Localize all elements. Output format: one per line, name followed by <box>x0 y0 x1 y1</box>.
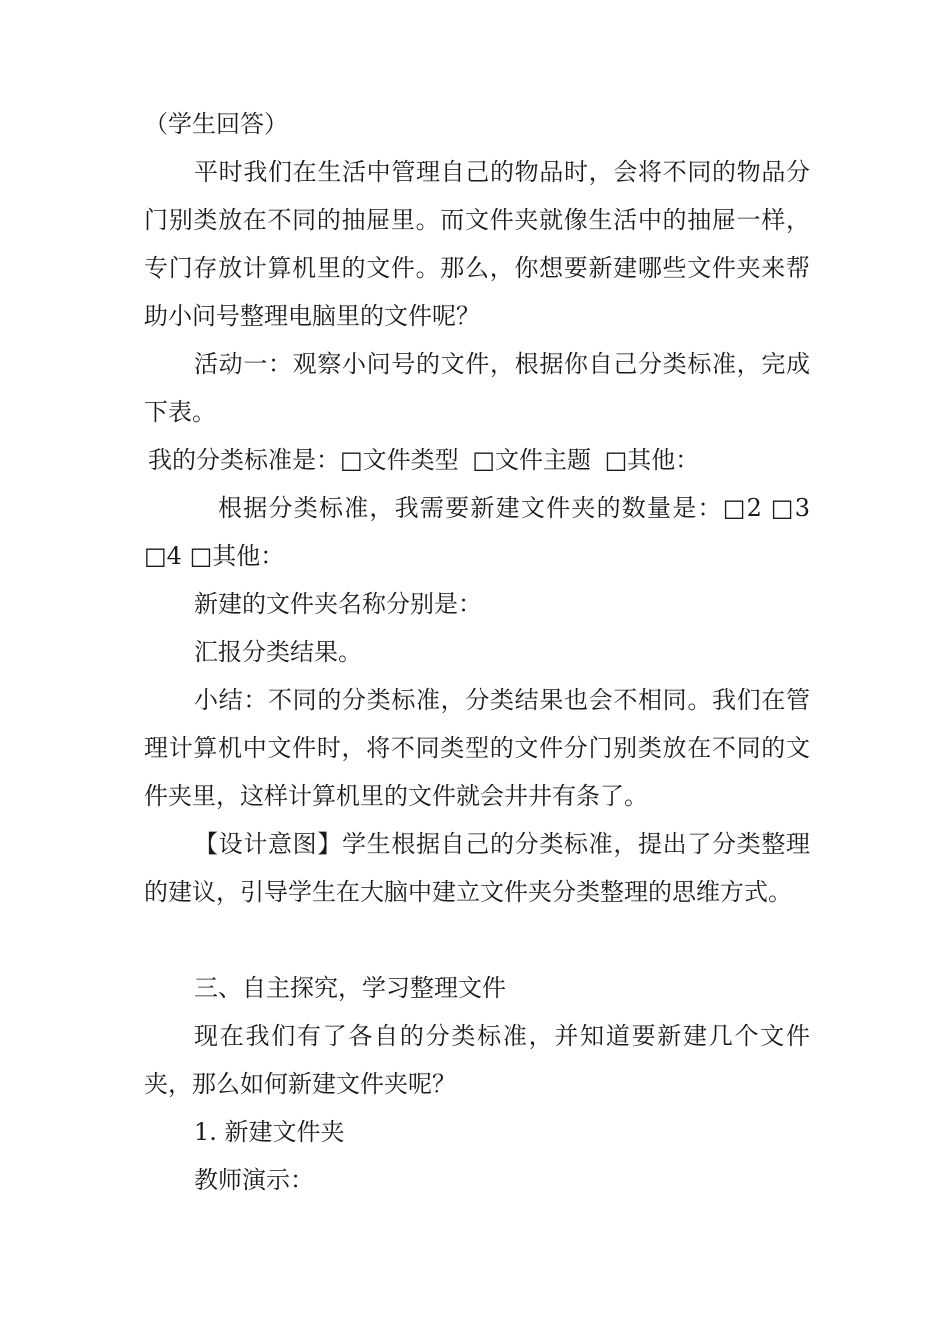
summary-paragraph: 小结：不同的分类标准，分类结果也会不相同。我们在管理计算机中文件时，将不同类型的文件分门别类放在不同的文件夹里，这样计算机里的文件就会井井有条了。 <box>144 686 810 810</box>
section-three-heading: 三、自主探究，学习整理文件 <box>194 974 506 1002</box>
folder-names-line: 新建的文件夹名称分别是： <box>194 590 482 618</box>
activity-one-paragraph: 活动一：观察小问号的文件，根据你自己分类标准，完成下表。 <box>144 350 810 426</box>
folder-count-line: 根据分类标准，我需要新建文件夹的数量是：□2 □3 □4 □其他： <box>144 494 810 570</box>
teacher-demo-line: 教师演示： <box>194 1166 314 1194</box>
report-results-line: 汇报分类结果。 <box>194 638 362 666</box>
design-intent-paragraph: 【设计意图】学生根据自己的分类标准，提出了分类整理的建议，引导学生在大脑中建立文件夹分类整理的思维方式。 <box>144 830 810 906</box>
intro-paragraph: 平时我们在生活中管理自己的物品时，会将不同的物品分门别类放在不同的抽屉里。而文件夹就像生活中的抽屉一样，专门存放计算机里的文件。那么，你想要新建哪些文件夹来帮助小问号整理电脑里的文件呢？ <box>144 158 810 330</box>
classification-standard-line: 我的分类标准是：□文件类型 □文件主题 □其他： <box>148 446 700 474</box>
student-answer-note: （学生回答） <box>144 110 288 138</box>
how-to-create-paragraph: 现在我们有了各自的分类标准，并知道要新建几个文件夹，那么如何新建文件夹呢？ <box>144 1022 810 1098</box>
step-one-heading: 1. 新建文件夹 <box>194 1118 345 1146</box>
